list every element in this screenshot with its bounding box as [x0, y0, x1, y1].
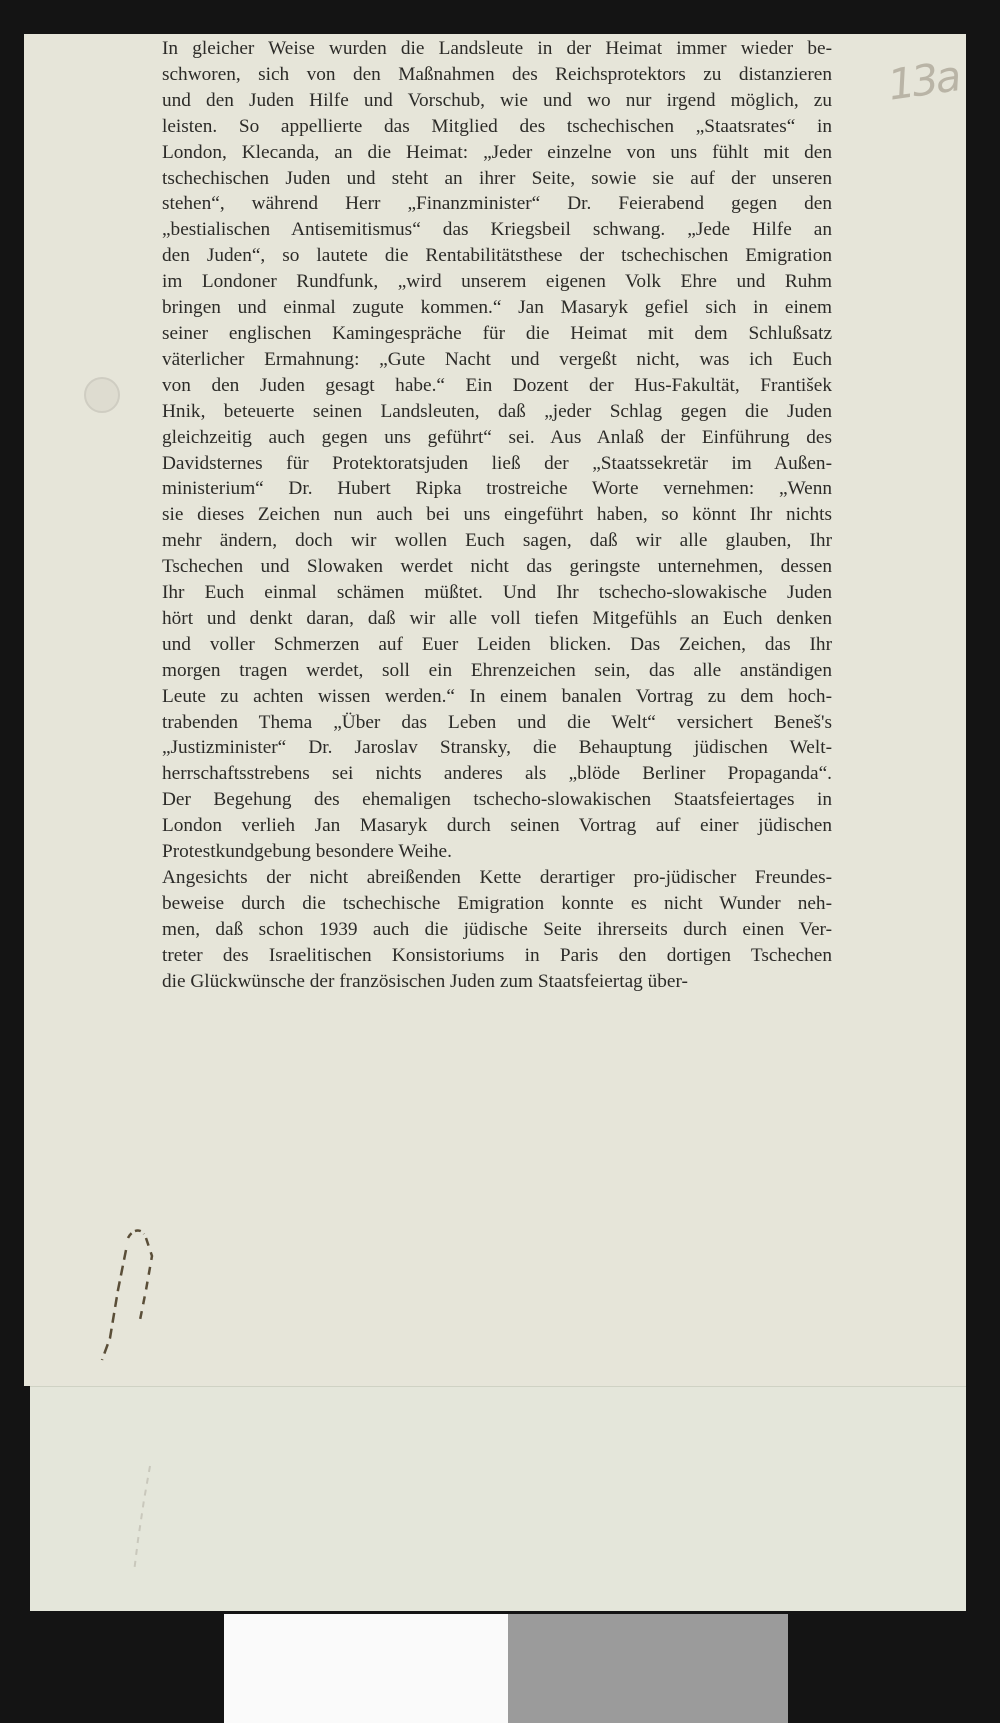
- text-line: seiner englischen Kamingespräche für die Heimat mit dem Schlußsatz: [162, 322, 832, 344]
- text-line: London verlieh Jan Masaryk durch seinen Vortrag auf einer jüdischen: [162, 815, 832, 837]
- text-line: ministerium“ Dr. Hubert Ripka trostreiche Worte vernehmen: „Wenn: [162, 478, 832, 500]
- paragraph: [162, 36, 832, 865]
- text-line: Leute zu achten wissen werden.“ In einem banalen Vortrag zu dem hoch-: [162, 685, 832, 707]
- text-line: Ihr Euch einmal schämen müßtet. Und Ihr tschecho-slowakische Juden: [162, 582, 832, 604]
- text-line: hört und denkt daran, daß wir alle voll tiefen Mitgefühls an Euch denken: [162, 607, 832, 629]
- text-line: Angesichts der nicht abreißenden Kette derartiger pro-jüdischer Freundes-: [162, 867, 832, 888]
- text-line: schworen, sich von den Maßnahmen des Reichsprotektors zu distanzieren: [162, 63, 832, 85]
- paragraph: [162, 865, 832, 995]
- color-swatch-gray: [508, 1614, 788, 1723]
- text-line: „Justizminister“ Dr. Jaroslav Stransky, die Behauptung jüdischen Welt-: [162, 737, 832, 759]
- text-line: Tschechen und Slowaken werdet nicht das geringste unternehmen, dessen: [162, 556, 832, 578]
- text-line: stehen“, während Herr „Finanzminister“ Dr. Feierabend gegen den: [162, 193, 832, 215]
- text-line: leisten. So appellierte das Mitglied des tschechischen „Staatsrates“ in: [162, 115, 832, 137]
- text-line: Davidsternes für Protektoratsjuden ließ der „Staatssekretär im Außen-: [162, 452, 832, 474]
- text-line: „bestialischen Antisemitismus“ das Kriegsbeil schwang. „Jede Hilfe an: [162, 219, 832, 241]
- text-line: Der Begehung des ehemaligen tschecho-slowakischen Staatsfeiertages in: [162, 789, 832, 811]
- text-line: gleichzeitig auch gegen uns geführt“ sei. Aus Anlaß der Einführung des: [162, 426, 832, 448]
- pencil-mark: [88, 1220, 178, 1370]
- text-line: men, daß schon 1939 auch die jüdische Seite ihrerseits durch einen Ver-: [162, 918, 832, 940]
- color-swatch-white: [224, 1614, 508, 1723]
- pencil-mark: [128, 1460, 168, 1580]
- text-line: die Glückwünsche der französischen Juden zum Staatsfeiertag über-: [162, 970, 688, 992]
- text-line: bringen und einmal zugute kommen.“ Jan Masaryk gefiel sich in einem: [162, 297, 832, 319]
- text-line: und den Juden Hilfe und Vorschub, wie und wo nur irgend möglich, zu: [162, 89, 832, 111]
- body-text: [162, 36, 832, 995]
- text-line: im Londoner Rundfunk, „wird unserem eigenen Volk Ehre und Ruhm: [162, 271, 832, 293]
- text-line: den Juden“, so lautete die Rentabilitätsthese der tschechischen Emigration: [162, 245, 832, 267]
- text-line: väterlicher Ermahnung: „Gute Nacht und vergeßt nicht, was ich Euch: [162, 348, 832, 370]
- text-line: von den Juden gesagt habe.“ Ein Dozent der Hus-Fakultät, František: [162, 374, 832, 396]
- text-line: tschechischen Juden und steht an ihrer Seite, sowie sie auf der unseren: [162, 167, 832, 189]
- under-leaf: [30, 1386, 966, 1611]
- text-line: und voller Schmerzen auf Euer Leiden blicken. Das Zeichen, das Ihr: [162, 633, 832, 655]
- text-line: beweise durch die tschechische Emigration konnte es nicht Wunder neh-: [162, 892, 832, 914]
- text-line: In gleicher Weise wurden die Landsleute in der Heimat immer wieder be-: [162, 38, 832, 59]
- text-line: mehr ändern, doch wir wollen Euch sagen, daß wir alle glauben, Ihr: [162, 530, 832, 552]
- text-line: sie dieses Zeichen nun auch bei uns eingeführt haben, so könnt Ihr nichts: [162, 504, 832, 526]
- text-line: trabenden Thema „Über das Leben und die Welt“ versichert Beneš's: [162, 711, 832, 733]
- text-line: treter des Israelitischen Konsistoriums in Paris den dortigen Tschechen: [162, 944, 832, 966]
- punch-hole: [84, 377, 120, 413]
- text-line: morgen tragen werdet, soll ein Ehrenzeichen sein, das alle anständigen: [162, 659, 832, 681]
- text-line: herrschaftsstrebens sei nichts anderes als „blöde Berliner Propaganda“.: [162, 763, 832, 785]
- folio-mark: 13a: [884, 51, 962, 110]
- text-line: Protestkundgebung besondere Weihe.: [162, 841, 452, 863]
- text-line: London, Klecanda, an die Heimat: „Jeder einzelne von uns fühlt mit den: [162, 141, 832, 163]
- text-line: Hnik, beteuerte seinen Landsleuten, daß „jeder Schlag gegen die Juden: [162, 400, 832, 422]
